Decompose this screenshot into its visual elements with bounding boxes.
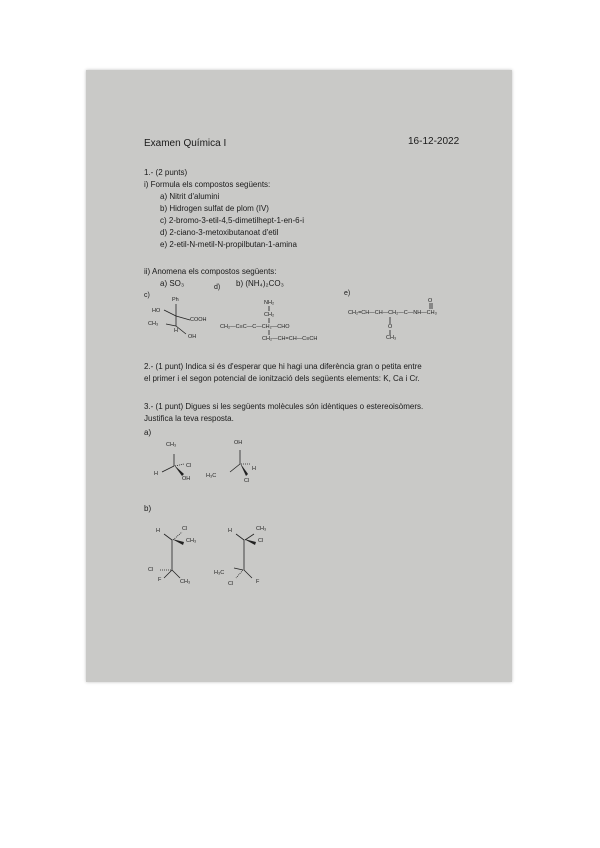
q3-b-label: b) xyxy=(144,504,152,513)
mol-3b1-ch3-top: CH₃ xyxy=(186,538,197,544)
mol-c-oh: OH xyxy=(188,334,197,340)
exam-date: 16-12-2022 xyxy=(408,136,460,147)
mol-3b2-h3c: H₃C xyxy=(214,570,225,576)
mol-3b1-cl-bot: Cl xyxy=(148,567,154,573)
mol-c-h: H xyxy=(174,328,178,334)
mol-d-bottom: CH₂—CH=CH—C≡CH xyxy=(262,336,318,342)
mol-e-ch3: CH₃ xyxy=(386,335,397,341)
mol-d-nh2: NH₂ xyxy=(264,300,275,306)
mol-3a2-h3c: H₃C xyxy=(206,473,217,479)
molecule-e-bonds xyxy=(386,303,436,337)
mol-3a1-oh: OH xyxy=(182,476,191,482)
mol-3b1-h: H xyxy=(156,528,160,534)
mol-3a1-ch3: CH₃ xyxy=(166,442,177,448)
mol-c-cooh: COOH xyxy=(190,317,207,323)
mol-3a1-cl: Cl xyxy=(186,463,192,469)
q1-item-e: e) 2-etil-N-metil-N-propilbutan-1-amina xyxy=(160,240,297,249)
mol-3a2-oh: OH xyxy=(234,440,243,446)
q1-ii-e-label: e) xyxy=(344,290,351,297)
mol-e-o-top: O xyxy=(428,298,433,304)
mol-c-ph: Ph xyxy=(172,297,179,303)
mol-3b1-cl-top: Cl xyxy=(182,526,188,532)
q3-a-label: a) xyxy=(144,428,152,437)
q1-item-a: a) Nitrit d'alumini xyxy=(160,192,220,201)
mol-3b2-cl-top: Cl xyxy=(258,538,264,544)
q1-item-c: c) 2-bromo-3-etil-4,5-dimetilhept-1-en-6-i xyxy=(160,216,305,225)
q1-ii-c-label: c) xyxy=(144,292,150,299)
q3-line2: Justifica la teva resposta. xyxy=(144,414,234,423)
mol-3b2-cl-bot: Cl xyxy=(228,581,234,587)
mol-3b2-h: H xyxy=(228,528,232,534)
mol-3b1-ch3-bot: CH₃ xyxy=(180,579,191,585)
mol-e-chain: CH₂=CH—CH—CH₂—C—NH—CH₃ xyxy=(348,310,437,316)
mol-3a2-cl: Cl xyxy=(244,478,250,484)
mol-3b2-f: F xyxy=(256,579,260,585)
exam-title: Examen Química I xyxy=(144,138,227,149)
q1-ii-b: b) (NH₄)₂CO₃ xyxy=(236,279,284,288)
mol-3a2-h: H xyxy=(252,466,256,472)
q1-heading: 1.- (2 punts) xyxy=(144,168,188,177)
mol-e-o-mid: O xyxy=(388,324,393,330)
q1-ii-d-label: d) xyxy=(214,284,221,291)
mol-d-ch2: CH₂ xyxy=(264,312,275,318)
q1-part-ii: ii) Anomena els compostos següents: xyxy=(144,267,277,276)
mol-c-ho: HO xyxy=(152,308,161,314)
mol-d-chain: CH₂—C≡C—C—CH₂—CHO xyxy=(220,324,290,330)
mol-c-ch3: CH₃ xyxy=(148,321,159,327)
molecule-3a-1 xyxy=(144,444,204,484)
molecule-3a-2 xyxy=(212,444,272,484)
q2-line2: el primer i el segon potencial de ionització dels següents elements: K, Ca i Cr. xyxy=(144,374,420,383)
q1-part-i: i) Formula els compostos següents: xyxy=(144,180,271,189)
mol-3b1-f: F xyxy=(158,577,162,583)
q1-item-d: d) 2-ciano-3-metoxibutanoat d'etil xyxy=(160,228,279,237)
mol-3a1-h: H xyxy=(154,471,158,477)
exam-sheet xyxy=(86,70,512,682)
molecule-3b-2 xyxy=(212,526,282,590)
mol-3b2-ch3-top: CH₃ xyxy=(256,526,267,532)
q2-line1: 2.- (1 punt) Indica si és d'esperar que hi hagi una diferència gran o petita entre xyxy=(144,362,422,371)
molecule-d-bonds xyxy=(266,306,276,336)
q1-item-b: b) Hidrogen sulfat de plom (IV) xyxy=(160,204,269,213)
q3-line1: 3.- (1 punt) Digues si les següents molècules són idèntiques o estereoisòmers. xyxy=(144,402,424,411)
q1-ii-a: a) SO₃ xyxy=(160,279,185,288)
molecule-3b-1 xyxy=(142,526,212,590)
